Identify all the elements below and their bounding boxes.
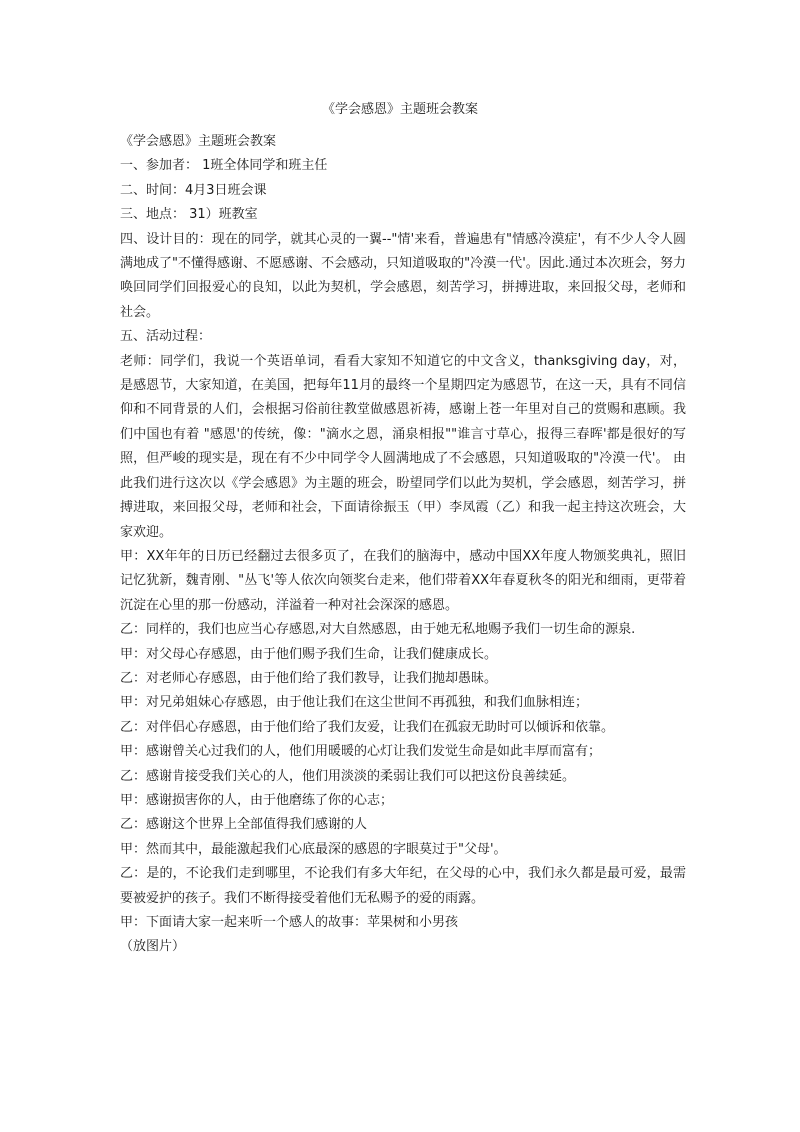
paragraph: 《学会感恩》主题班会教案	[120, 134, 277, 149]
paragraph: 四、设计目的：现在的同学，就其心灵的一翼--"情'来看，普遍患有"情感冷漠症'，有不少人令人圆满地成了"不懂得感谢、不愿感谢、不会感动，只知道吸取的"冷漠一代'。因此.通过本次班会，努力唤回同学们回报爱心的良知，以此为契机，学会感恩，刻苦学习，拼搏进取，来回报父母，老师和社会。	[120, 231, 686, 320]
paragraph: 老师：同学们，我说一个英语单词，看看大家知不知道它的中文含义，thanksgiving day，对，是感恩节，大家知道，在美国，把每年11月的最终一个星期四定为感恩节，在这一天，具有不同信仰和不同背景的人们，会根据习俗前往教堂做感恩祈祷，感谢上苍一年里对自己的赏赐和惠顾。我们中国也有着 "感恩'的传统，像："滴水之恩，涌泉相报""谁言寸草心，报得三春晖'都是很好的写照，但严峻的现实是，现在有不少中同学令人圆满地成了不会感恩，只知道吸取的"冷漠一代'。 由此我们进行这次以《学会感恩》为主题的班会，盼望同学们以此为契机，学会感恩，刻苦学习，拼搏进取，来回报父母，老师和社会，下面请徐振玉（甲）李凤霞（乙）和我一起主持这次班会，大家欢迎。	[120, 353, 686, 540]
paragraph: （放图片）	[120, 939, 186, 955]
paragraph: 乙：感谢肯接受我们关心的人，他们用淡淡的柔弱让我们可以把这份良善续延。	[120, 768, 576, 784]
paragraph: 乙：对伴侣心存感恩，由于他们给了我们友爱，让我们在孤寂无助时可以倾诉和依靠。	[120, 719, 615, 735]
document-body	[120, 130, 686, 960]
paragraph: 甲：然而其中，最能激起我们心底最深的感恩的字眼莫过于"父母'。	[120, 841, 507, 857]
paragraph: 乙：是的，不论我们走到哪里，不论我们有多大年纪，在父母的心中，我们永久都是最可爱，最需要被爱护的孩子。我们不断得接受着他们无私赐予的爱的雨露。	[120, 866, 686, 906]
paragraph: 甲：对兄弟姐妹心存感恩，由于他让我们在这尘世间不再孤独，和我们血脉相连；	[120, 695, 589, 711]
paragraph: 五、活动过程：	[120, 329, 212, 345]
paragraph: 甲：下面请大家一起来听一个感人的故事：苹果树和小男孩	[120, 915, 459, 930]
document-title: 《学会感恩》主题班会教案	[321, 102, 478, 117]
paragraph: 甲：感谢曾关心过我们的人，他们用暖暖的心灯让我们发觉生命是如此丰厚而富有；	[120, 744, 602, 760]
paragraph: 甲：XX年年的日历已经翻过去很多页了，在我们的脑海中，感动中国XX年度人物颁奖典礼，照旧记忆犹新，魏青刚、"丛飞'等人依次向领奖台走来，他们带着XX年春夏秋冬的阳光和细雨，更带着沉淀在心里的那一份感动，洋溢着一种对社会深深的感恩。	[120, 548, 686, 613]
paragraph: 二、时间：4月3日班会课	[120, 182, 267, 198]
paragraph: 甲：对父母心存感恩，由于他们赐予我们生命，让我们健康成长。	[120, 646, 498, 662]
paragraph: 乙：同样的，我们也应当心存感恩,对大自然感恩，由于她无私地赐予我们一切生命的源泉.	[120, 622, 636, 638]
paragraph: 乙：感谢这个世界上全部值得我们感谢的人	[120, 817, 368, 833]
paragraph: 三、地点： 31）班教室	[120, 207, 258, 223]
paragraph: 甲：感谢损害你的人，由于他磨练了你的心志；	[120, 792, 394, 808]
paragraph: 一、参加者： 1班全体同学和班主任	[120, 158, 328, 174]
paragraph: 乙：对老师心存感恩，由于他们给了我们教导，让我们抛却愚昧。	[120, 670, 498, 686]
